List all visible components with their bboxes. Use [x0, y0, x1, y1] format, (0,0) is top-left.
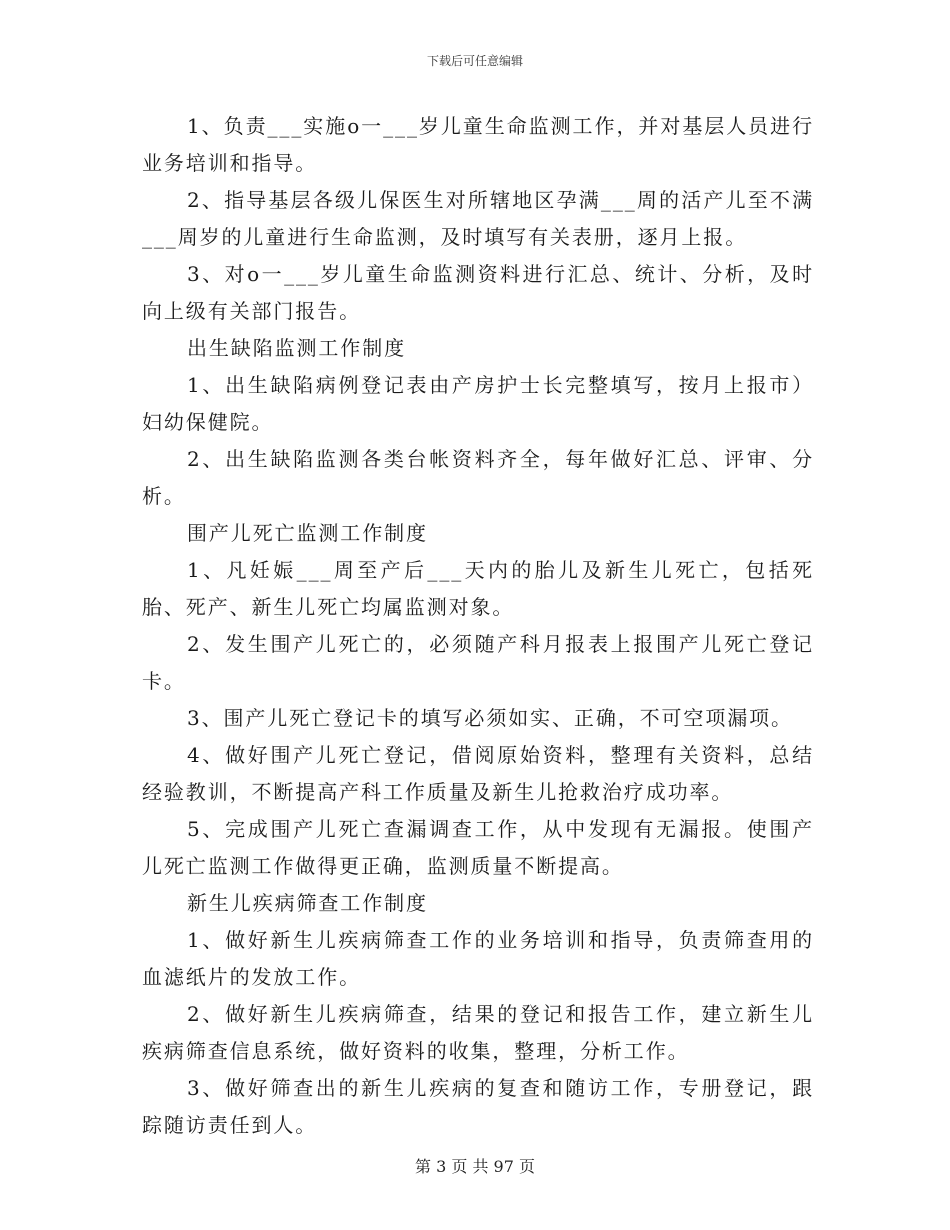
paragraph: 2、出生缺陷监测各类台帐资料齐全，每年做好汇总、评审、分析。: [142, 447, 814, 508]
paragraph: 2、做好新生儿疾病筛查，结果的登记和报告工作，建立新生儿疾病筛查信息系统，做好资料的收集，整理，分析工作。: [142, 1002, 814, 1063]
paragraph: 1、做好新生儿疾病筛查工作的业务培训和指导，负责筛查用的血滤纸片的发放工作。: [142, 928, 814, 989]
section-heading: 出生缺陷监测工作制度: [187, 336, 406, 360]
paragraph: 1、负责___实施o一___岁儿童生命监测工作，并对基层人员进行业务培训和指导。: [142, 114, 814, 175]
document-body: [142, 108, 814, 1144]
page-number-footer: 第 3 页 共 97 页: [415, 1157, 535, 1176]
paragraph: 5、完成围产儿死亡查漏调查工作，从中发现有无漏报。使围产儿死亡监测工作做得更正确，监测质量不断提高。: [142, 817, 814, 878]
paragraph: 1、凡妊娠___周至产后___天内的胎儿及新生儿死亡，包括死胎、死产、新生儿死亡均属监测对象。: [142, 558, 814, 619]
paragraph: 3、围产儿死亡登记卡的填写必须如实、正确，不可空项漏项。: [187, 706, 793, 730]
page-header-note: 下载后可任意编辑: [426, 54, 523, 68]
paragraph: 2、发生围产儿死亡的，必须随产科月报表上报围产儿死亡登记卡。: [142, 632, 814, 693]
paragraph: 3、对o一___岁儿童生命监测资料进行汇总、统计、分析，及时向上级有关部门报告。: [142, 262, 814, 323]
paragraph: 1、出生缺陷病例登记表由产房护士长完整填写，按月上报市）妇幼保健院。: [142, 373, 814, 434]
paragraph: 4、做好围产儿死亡登记，借阅原始资料，整理有关资料，总结经验教训，不断提高产科工作质量及新生儿抢救治疗成功率。: [142, 743, 814, 804]
paragraph: 3、做好筛查出的新生儿疾病的复查和随访工作，专册登记，跟踪随访责任到人。: [142, 1076, 814, 1137]
paragraph: 2、指导基层各级儿保医生对所辖地区孕满___周的活产儿至不满___周岁的儿童进行生命监测，及时填写有关表册，逐月上报。: [142, 188, 814, 249]
section-heading: 新生儿疾病筛查工作制度: [187, 891, 428, 915]
section-heading: 围产儿死亡监测工作制度: [187, 521, 428, 545]
